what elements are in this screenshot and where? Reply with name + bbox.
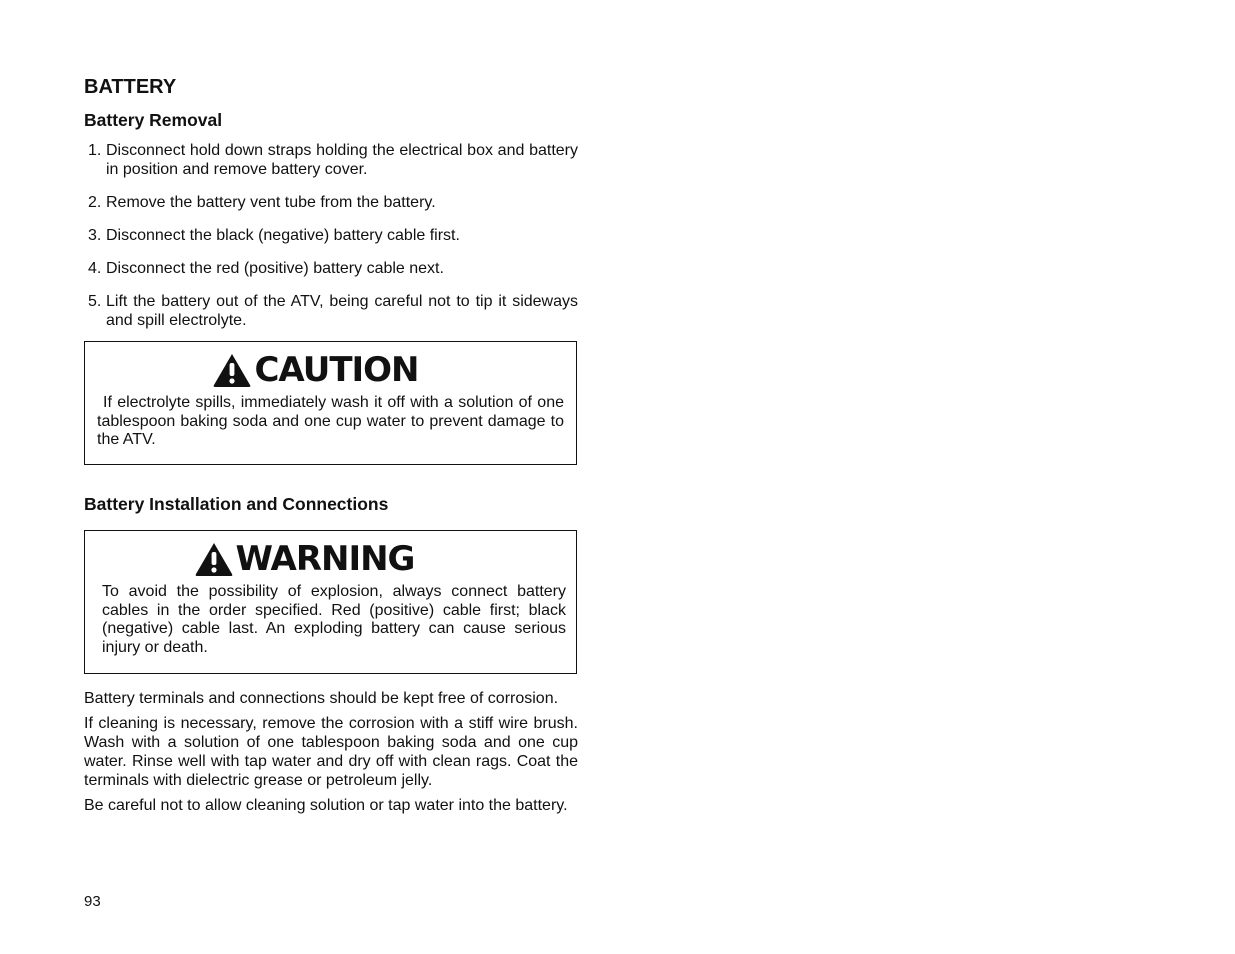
list-item: [84, 292, 578, 330]
removal-steps-list: [84, 141, 578, 330]
warning-triangle-icon: [212, 352, 252, 388]
warning-text: To avoid the possibility of explosion, always connect battery cables in the order specified. Red (positive) cable first; black (negative) cable last. An exploding battery can cause serious injury or death.: [102, 583, 566, 656]
step-number: 2.: [88, 194, 102, 211]
step-text: Disconnect the black (negative) battery cable first.: [106, 227, 460, 244]
body-paragraph: Battery terminals and connections should be kept free of corrosion.: [84, 690, 559, 707]
list-item: [84, 193, 578, 212]
list-item: [84, 141, 578, 179]
step-number: 1.: [88, 142, 102, 159]
page-number: 93: [84, 893, 101, 910]
warning-box: [84, 530, 577, 674]
list-item: [84, 226, 578, 245]
step-text: Disconnect hold down straps holding the electrical box and battery in position and remove battery cover.: [106, 142, 578, 178]
battery-removal-title: Battery Removal: [84, 110, 223, 130]
list-item: [84, 259, 578, 278]
warning-triangle-icon: [194, 541, 234, 577]
step-number: 4.: [88, 260, 102, 277]
step-text: Lift the battery out of the ATV, being careful not to tip it sideways and spill electrolyte.: [106, 293, 578, 329]
battery-installation-title: Battery Installation and Connections: [84, 494, 389, 514]
warning-heading-text: WARNING: [235, 539, 415, 579]
body-paragraph: Be careful not to allow cleaning solution or tap water into the battery.: [84, 797, 568, 814]
manual-page-column: [84, 74, 578, 821]
step-number: 5.: [88, 293, 102, 310]
step-number: 3.: [88, 227, 102, 244]
section-title: BATTERY: [84, 76, 177, 98]
caution-heading: [67, 350, 564, 390]
warning-heading: [42, 539, 566, 579]
step-text: Disconnect the red (positive) battery cable next.: [106, 260, 444, 277]
step-text: Remove the battery vent tube from the battery.: [106, 194, 436, 211]
caution-heading-text: CAUTION: [254, 350, 419, 390]
body-paragraph: If cleaning is necessary, remove the corrosion with a stiff wire brush. Wash with a solution of one tablespoon baking soda and one cup water. Rinse well with tap water and dry off with clean rags. Coat the terminals with dielectric grease or petroleum jelly.: [84, 715, 578, 789]
caution-box: [84, 341, 577, 465]
caution-text: If electrolyte spills, immediately wash it off with a solution of one tablespoon baking soda and one cup water to prevent damage to the ATV.: [97, 394, 564, 448]
